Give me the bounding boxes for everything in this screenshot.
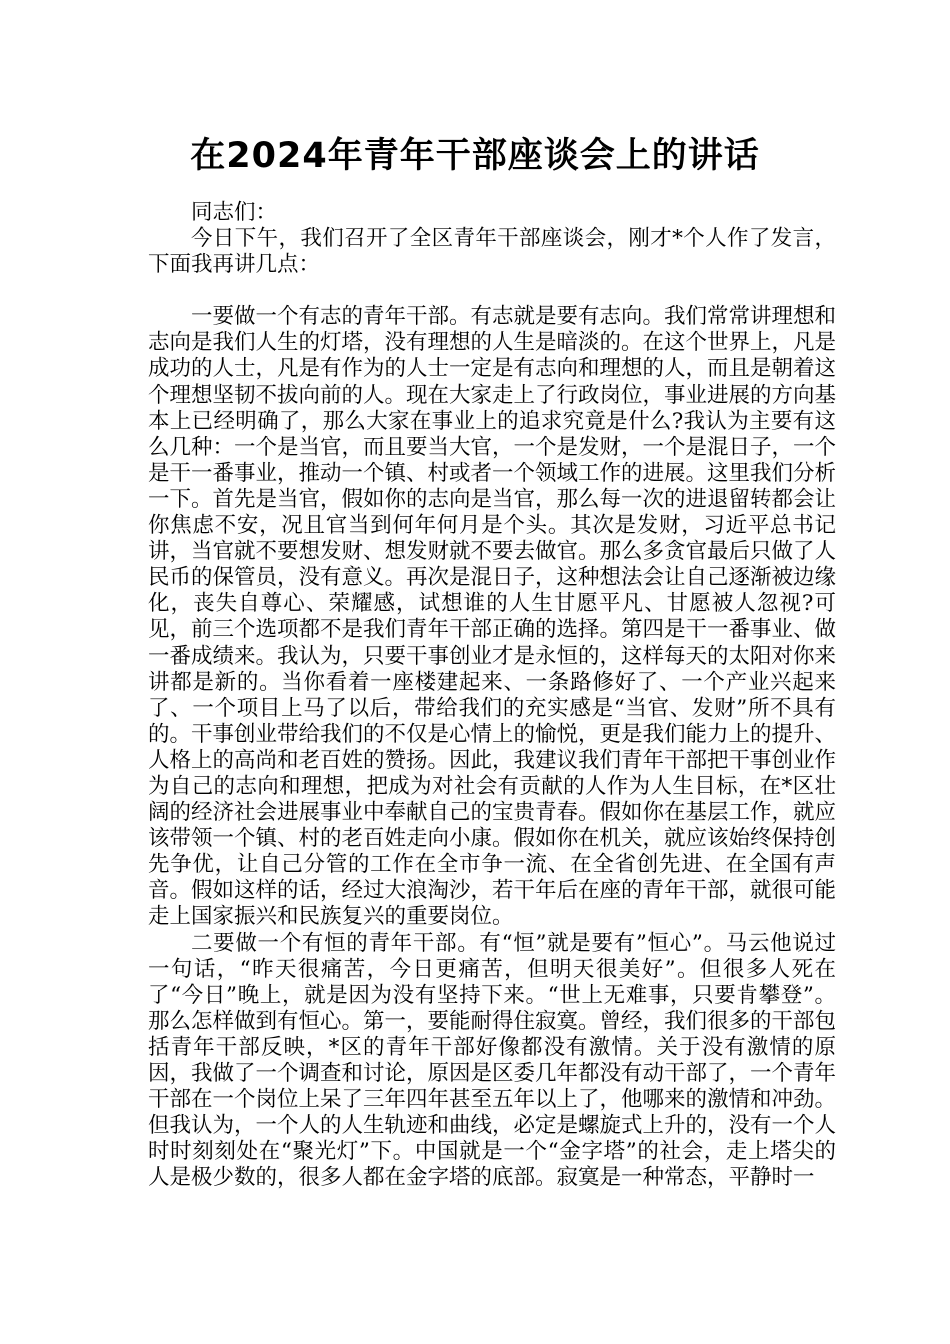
paragraph-intro: 今日下午，我们召开了全区青年干部座谈会，刚才*个人作了发言，下面我再讲几点： (148, 226, 836, 278)
document-title: 在2024年青年干部座谈会上的讲话 (190, 136, 760, 176)
paragraph-point-two: 二要做一个有恒的青年干部。有“恒”就是要有”恒心”。马云他说过一句话，“昨天很痛苦，今日更痛苦，但明天很美好”。但很多人死在了“今日”晚上，就是因为没有坚持下来。“世上无难事，只要肯攀登”。那么怎样做到有恒心。第一，要能耐得住寂寞。曾经，我们很多的干部包括青年干部反映，*区的青年干部好像都没有激情。关于没有激情的原因，我做了一个调查和讨论，原因是区委几年都没有动干部了，一个青年干部在一个岗位上呆了三年四年甚至五年以上了，他哪来的激情和冲劲。但我认为，一个人的人生轨迹和曲线，必定是螺旋式上升的，没有一个人时时刻刻处在“聚光灯”下。中国就是一个“金字塔”的社会，走上塔尖的人是极少数的，很多人都在金字塔的底部。寂寞是一种常态，平静时一 (148, 930, 837, 1191)
paragraph-point-one: 一要做一个有志的青年干部。有志就是要有志向。我们常常讲理想和志向是我们人生的灯塔，没有理想的人生是暗淡的。在这个世界上，凡是成功的人士，凡是有作为的人士一定是有志向和理想的人，而且是朝着这个理想坚韧不拔向前的人。现在大家走上了行政岗位，事业进展的方向基本上已经明确了，那么大家在事业上的追求究竟是什么?我认为主要有这么几种：一个是当官，而且要当大官，一个是发财，一个是混日子，一个是干一番事业，推动一个镇、村或者一个领域工作的进展。这里我们分析一下。首先是当官，假如你的志向是当官，那么每一次的进退留转都会让你焦虑不安，况且官当到何年何月是个头。其次是发财，习近平总书记讲，当官就不要想发财、想发财就不要去做官。那么多贪官最后只做了人民币的保管员，没有意义。再次是混日子，这种想法会让自己逐渐被边缘化，丧失自尊心、荣耀感，试想谁的人生甘愿平凡、甘愿被人忽视?可见，前三个选项都不是我们青年干部正确的选择。第四是干一番事业、做一番成绩来。我认为，只要干事创业才是永恒的，这样每天的太阳对你来讲都是新的。当你看着一座楼建起来、一条路修好了、一个产业兴起来了、一个项目上马了以后，带给我们的充实感是“当官、发财”所不具有的。干事创业带给我们的不仅是心情上的愉悦，更是我们能力上的提升、人格上的高尚和老百姓的赞扬。因此，我建议我们青年干部把干事创业作为自己的志向和理想，把成为对社会有贡献的人作为人生目标，在*区壮阔的经济社会进展事业中奉献自己的宝贵青春。假如你在基层工作，就应该带领一个镇、村的老百姓走向小康。假如你在机关，就应该始终保持创先争优，让自己分管的工作在全市争一流、在全省创先进、在全国有声音。假如这样的话，经过大浪淘沙，若干年后在座的青年干部，就很可能走上国家振兴和民族复兴的重要岗位。 (148, 304, 837, 930)
salutation: 同志们： (191, 200, 278, 225)
document-body (148, 200, 836, 1191)
